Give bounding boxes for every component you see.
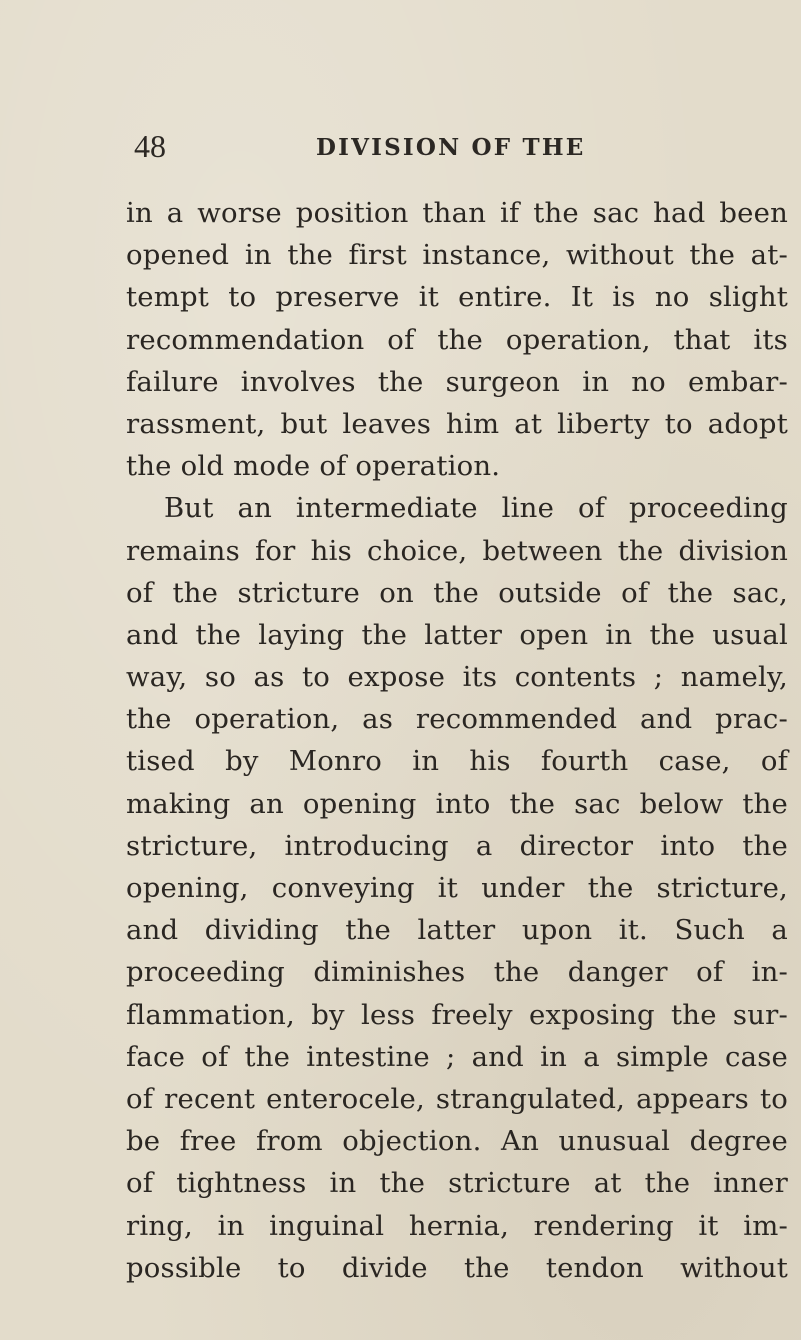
text-line-22: of recent enterocele, strangulated, appears to — [126, 1082, 788, 1115]
text-line-8: But an intermediate line of proceeding — [164, 492, 788, 525]
text-line-18: and dividing the latter upon it. Such a — [126, 914, 788, 947]
text-line-1: in a worse position than if the sac had been — [126, 197, 788, 229]
text-line-20: flammation, by less freely exposing the sur- — [126, 998, 788, 1031]
text-line-12: way, so as to expose its contents ; namely, — [126, 661, 788, 694]
text-line-23: be free from objection. An unusual degree — [126, 1125, 788, 1158]
text-line-13: the operation, as recommended and prac- — [126, 703, 788, 736]
text-line-17: opening, conveying it under the stricture, — [126, 872, 788, 904]
text-line-25: ring, in inguinal hernia, rendering it im- — [126, 1209, 788, 1242]
text-line-14: tised by Monro in his fourth case, of — [126, 745, 788, 778]
text-line-26: possible to divide the tendon without — [126, 1251, 788, 1284]
text-line-16: stricture, introducing a director into the — [126, 829, 788, 862]
text-line-11: and the laying the latter open in the usual — [126, 618, 788, 651]
text-line-24: of tightness in the stricture at the inner — [126, 1167, 788, 1200]
text-line-3: tempt to preserve it entire. It is no slight — [126, 281, 788, 314]
body-text — [126, 192, 788, 1289]
text-line-7: the old mode of operation. — [126, 450, 501, 483]
text-line-15: making an opening into the sac below the — [126, 787, 788, 820]
text-line-10: of the stricture on the outside of the sac, — [126, 576, 788, 609]
page-header — [134, 126, 734, 166]
page-number: 48 — [134, 128, 166, 164]
text-line-6: rassment, but leaves him at liberty to adopt — [126, 407, 788, 440]
text-line-9: remains for his choice, between the division — [126, 534, 788, 567]
text-line-5: failure involves the surgeon in no embar- — [126, 365, 788, 398]
text-line-2: opened in the first instance, without the at- — [126, 239, 788, 272]
text-line-21: face of the intestine ; and in a simple case — [126, 1040, 788, 1073]
running-title: DIVISION OF THE — [316, 134, 586, 161]
text-line-19: proceeding diminishes the danger of in- — [126, 956, 788, 989]
text-line-4: recommendation of the operation, that its — [126, 323, 788, 356]
